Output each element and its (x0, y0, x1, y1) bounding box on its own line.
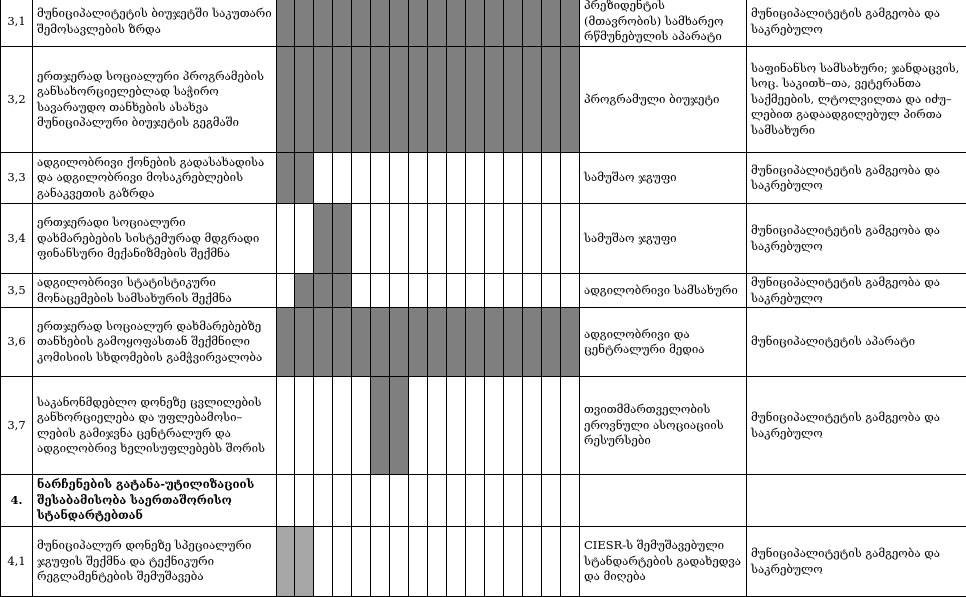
table-row (1, 153, 966, 204)
timeline-cell-filled (333, 0, 352, 47)
timeline-cell (466, 204, 485, 274)
timeline-cell-filled (295, 0, 314, 47)
timeline-cell (485, 377, 504, 475)
timeline-cell-filled (409, 308, 428, 377)
timeline-cell-filled (314, 47, 333, 153)
timeline-cell (428, 274, 447, 308)
table-body (1, 0, 966, 597)
timeline-cell (295, 204, 314, 274)
timeline-cell-filled (314, 0, 333, 47)
table-row (1, 527, 966, 597)
timeline-cell (447, 153, 466, 204)
timeline-cell-filled (428, 47, 447, 153)
timeline-cell-filled (561, 0, 580, 47)
activity-cell: ერთჯერად სოციალურ დახმარებებზე თანხების გამოყოფასთან შექმნილი კომისიის სხდომების გამჭვირვალობა (33, 308, 277, 377)
row-number: 4,1 (1, 527, 33, 597)
timeline-cell-filled (371, 308, 390, 377)
row-number: 3,4 (1, 204, 33, 274)
timeline-cell-filled (390, 377, 409, 475)
partners-cell: მუნიციპალიტეტის გამგეობა და საკრებულო (747, 274, 966, 308)
timeline-cell-filled (542, 308, 561, 377)
timeline-cell (409, 377, 428, 475)
timeline-cell (504, 274, 523, 308)
timeline-cell (390, 475, 409, 527)
timeline-cell-filled (352, 308, 371, 377)
timeline-cell (447, 377, 466, 475)
timeline-cell-filled (295, 47, 314, 153)
timeline-cell (352, 377, 371, 475)
timeline-cell (447, 527, 466, 597)
timeline-cell-filled (295, 153, 314, 204)
timeline-cell-filled (333, 47, 352, 153)
timeline-cell (485, 475, 504, 527)
timeline-cell-filled (333, 274, 352, 308)
table-row (1, 475, 966, 527)
timeline-cell (523, 527, 542, 597)
timeline-cell (371, 153, 390, 204)
table-row (1, 0, 966, 47)
timeline-cell (352, 527, 371, 597)
timeline-cell-filled (277, 308, 295, 377)
timeline-cell (295, 377, 314, 475)
timeline-cell-filled (428, 0, 447, 47)
activity-cell: საკანონმდებლო დონეზე ცვლილების განხორციელება და უფლებამოსი–ლების გამიჯვნა ცენტრალურ და ადგილობრივ ხელისუფლებებს შორის (33, 377, 277, 475)
timeline-cell-filled (504, 0, 523, 47)
activity-cell: მუნიციპალურ დონეზე სპეციალური ჯგუფის შექმნა და ტექნიკური რეგლამენტების შემუშავება (33, 527, 277, 597)
timeline-cell (277, 475, 295, 527)
partners-cell: მუნიციპალიტეტის გამგეობა და საკრებულო (747, 204, 966, 274)
responsible-cell: სამუშაო ჯგუფი (580, 204, 747, 274)
timeline-cell (333, 377, 352, 475)
activity-cell: ნარჩენების გატანა-უტილიზაციის შესაბამისობა საერთაშორისო სტანდარტებთან (33, 475, 277, 527)
timeline-cell (561, 274, 580, 308)
partners-cell: მუნიციპალიტეტის აპარატი (747, 308, 966, 377)
timeline-cell (333, 153, 352, 204)
partners-cell: მუნიციპალიტეტის გამგეობა და საკრებულო (747, 0, 966, 47)
partners-cell: მუნიციპალიტეტის გამგეობა და საკრებულო (747, 153, 966, 204)
timeline-cell (390, 527, 409, 597)
timeline-cell-filled (295, 274, 314, 308)
timeline-cell (333, 475, 352, 527)
timeline-cell-filled (485, 308, 504, 377)
timeline-cell-filled (561, 308, 580, 377)
row-number: 4. (1, 475, 33, 527)
timeline-cell (542, 153, 561, 204)
timeline-cell-filled (390, 308, 409, 377)
responsible-cell: სამუშაო ჯგუფი (580, 153, 747, 204)
timeline-cell (485, 153, 504, 204)
activity-cell: ერთჯერადი სოციალური დახმარებების სისტემურად მდგრადი ფინანსური მექანიზმების შექმნა (33, 204, 277, 274)
timeline-cell (277, 274, 295, 308)
timeline-cell-filled (314, 274, 333, 308)
timeline-cell-filled (371, 0, 390, 47)
timeline-cell (428, 527, 447, 597)
timeline-cell-filled (466, 308, 485, 377)
timeline-cell-filled (523, 0, 542, 47)
responsible-cell: ადგილობრივი და ცენტრალური მედია (580, 308, 747, 377)
timeline-cell-filled (504, 308, 523, 377)
partners-cell: მუნიციპალიტეტის გამგეობა და საკრებულო (747, 377, 966, 475)
timeline-cell (466, 377, 485, 475)
timeline-cell-filled (409, 47, 428, 153)
timeline-cell (428, 377, 447, 475)
timeline-cell (561, 204, 580, 274)
timeline-cell-filled (542, 47, 561, 153)
timeline-cell (277, 377, 295, 475)
timeline-cell-filled (409, 0, 428, 47)
partners-cell: მუნიციპალიტეტის გამგეობა და საკრებულო (747, 527, 966, 597)
timeline-cell-filled (485, 47, 504, 153)
timeline-cell (333, 527, 352, 597)
timeline-cell-filled (447, 0, 466, 47)
activity-cell: ადგილობრივი სტატისტიკური მონაცემების სამსახურის შექმნა (33, 274, 277, 308)
timeline-cell-filled (390, 0, 409, 47)
timeline-cell (447, 274, 466, 308)
timeline-cell-filled (466, 0, 485, 47)
timeline-cell (504, 377, 523, 475)
timeline-cell (428, 204, 447, 274)
timeline-cell (542, 527, 561, 597)
timeline-cell (295, 475, 314, 527)
timeline-cell (390, 153, 409, 204)
timeline-cell-filled (561, 47, 580, 153)
timeline-cell-filled (504, 47, 523, 153)
timeline-cell-filled (277, 0, 295, 47)
timeline-cell (561, 475, 580, 527)
row-number: 3,1 (1, 0, 33, 47)
timeline-cell (314, 475, 333, 527)
timeline-cell-filled (390, 47, 409, 153)
partners-cell (747, 475, 966, 527)
timeline-cell-filled (371, 47, 390, 153)
timeline-cell (485, 204, 504, 274)
timeline-cell (428, 475, 447, 527)
activity-cell: ადგილობრივი ქონების გადასახადისა და ადგილობრივი მოსაკრებლების განაკვეთის გაზრდა (33, 153, 277, 204)
table-row (1, 274, 966, 308)
responsible-cell (580, 475, 747, 527)
timeline-cell (371, 475, 390, 527)
responsible-cell: CIESR-ს შემუშავებული სტანდარტების გადახედვა და მიღება (580, 527, 747, 597)
timeline-cell-filled (447, 47, 466, 153)
partners-cell: საფინანსო სამსახური; ჯანდაცვის, სოც. საკითხ–თა, ვეტერანთა საქმეების, ლტოლვილთა და იძუ–ლებით გადაადგილებულ პირთა სამსახური (747, 47, 966, 153)
timeline-cell (542, 377, 561, 475)
row-number: 3,2 (1, 47, 33, 153)
timeline-cell (523, 274, 542, 308)
row-number: 3,7 (1, 377, 33, 475)
activity-cell: ერთჯერად სოციალური პროგრამების განსახორციელებლად საჭირო სავარაუდო თანხების ასახვა მუნიციპალური ბიუჯეტის გეგმაში (33, 47, 277, 153)
table-row (1, 308, 966, 377)
timeline-cell (466, 527, 485, 597)
timeline-cell (390, 204, 409, 274)
activity-cell: მუნიციპალიტეტის ბიუჯეტში საკუთარი შემოსავლების ზრდა (33, 0, 277, 47)
timeline-cell (447, 475, 466, 527)
timeline-cell-filled (352, 0, 371, 47)
timeline-cell (314, 153, 333, 204)
timeline-cell (409, 475, 428, 527)
timeline-cell-filled (428, 308, 447, 377)
timeline-cell (504, 527, 523, 597)
timeline-cell (523, 475, 542, 527)
timeline-cell (466, 274, 485, 308)
timeline-cell (504, 475, 523, 527)
timeline-cell-filled (523, 308, 542, 377)
timeline-cell-filled (447, 308, 466, 377)
timeline-cell (277, 204, 295, 274)
timeline-cell-filled (314, 308, 333, 377)
timeline-cell (352, 274, 371, 308)
responsible-cell: ადგილობრივი სამსახური (580, 274, 747, 308)
timeline-cell-filled (333, 308, 352, 377)
timeline-cell-filled (295, 527, 314, 597)
timeline-cell (561, 153, 580, 204)
timeline-cell (352, 475, 371, 527)
timeline-cell-filled (485, 0, 504, 47)
timeline-cell-filled (466, 47, 485, 153)
timeline-cell (466, 153, 485, 204)
timeline-cell-filled (277, 47, 295, 153)
timeline-cell (371, 274, 390, 308)
timeline-cell-filled (371, 377, 390, 475)
timeline-cell (409, 204, 428, 274)
timeline-cell-filled (277, 153, 295, 204)
timeline-cell-filled (523, 47, 542, 153)
timeline-cell (352, 153, 371, 204)
timeline-cell (466, 475, 485, 527)
timeline-cell (504, 153, 523, 204)
timeline-cell (428, 153, 447, 204)
responsible-cell: თვითმმართველობის ეროვნული ასოციაციის რესურსები (580, 377, 747, 475)
timeline-cell (409, 527, 428, 597)
timeline-cell (409, 153, 428, 204)
timeline-cell (561, 377, 580, 475)
responsible-cell: პრეზიდენტის (მთავრობის) სამხარეო რწმუნებულის აპარატი (580, 0, 747, 47)
table-row (1, 204, 966, 274)
timeline-cell-filled (333, 204, 352, 274)
table-row (1, 377, 966, 475)
timeline-cell (523, 153, 542, 204)
timeline-cell (485, 274, 504, 308)
timeline-cell (390, 274, 409, 308)
timeline-cell (561, 527, 580, 597)
row-number: 3,5 (1, 274, 33, 308)
timeline-cell-filled (277, 527, 295, 597)
timeline-cell (485, 527, 504, 597)
timeline-cell (523, 377, 542, 475)
timeline-cell (371, 204, 390, 274)
timeline-cell (542, 204, 561, 274)
table-row (1, 47, 966, 153)
timeline-cell-filled (352, 47, 371, 153)
row-number: 3,6 (1, 308, 33, 377)
timeline-cell (542, 475, 561, 527)
timeline-cell (371, 527, 390, 597)
timeline-cell (409, 274, 428, 308)
timeline-cell (447, 204, 466, 274)
timeline-cell-filled (295, 308, 314, 377)
timeline-cell (352, 204, 371, 274)
timeline-cell (523, 204, 542, 274)
timeline-cell (504, 204, 523, 274)
timeline-cell (314, 377, 333, 475)
timeline-cell (542, 274, 561, 308)
responsible-cell: პროგრამული ბიუჯეტი (580, 47, 747, 153)
timeline-cell-filled (542, 0, 561, 47)
timeline-cell-filled (314, 204, 333, 274)
row-number: 3,3 (1, 153, 33, 204)
timeline-cell (314, 527, 333, 597)
